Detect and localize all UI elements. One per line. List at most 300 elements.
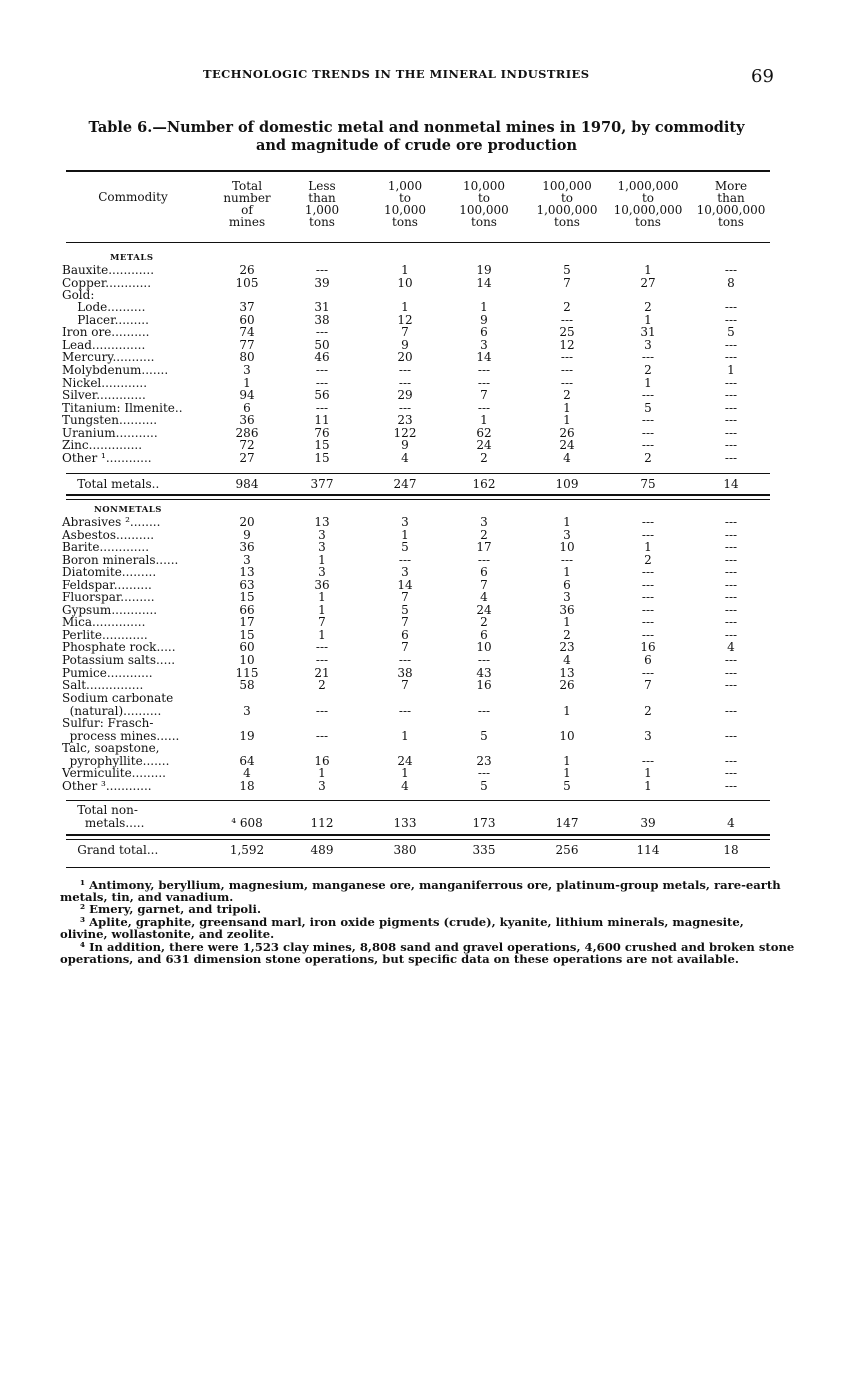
- footnote-1b: metals, tin, and vanadium.: [60, 890, 234, 904]
- commodity-label: Potassium salts.....: [62, 653, 176, 667]
- table-cell: 3: [644, 729, 652, 743]
- column-header-line: of: [241, 203, 253, 217]
- table-cell: 80: [239, 350, 255, 364]
- table-cell: 335: [472, 843, 496, 857]
- table-cell: 64: [239, 754, 255, 768]
- commodity-label: Salt...............: [62, 678, 144, 692]
- commodity-label: Titanium: Ilmenite..: [62, 401, 183, 415]
- table-cell: 56: [314, 388, 330, 402]
- column-header-line: 10,000: [384, 203, 426, 217]
- table-cell: 19: [476, 263, 492, 277]
- table-cell: ---: [477, 553, 491, 567]
- table-cell: 3: [243, 704, 251, 718]
- table-cell: ---: [560, 363, 574, 377]
- table-cell: 3: [318, 528, 326, 542]
- table-cell: 1: [563, 413, 571, 427]
- table-cell: ---: [641, 350, 655, 364]
- table-cell: ---: [724, 704, 738, 718]
- commodity-label: Tungsten..........: [62, 413, 158, 427]
- table-cell: ---: [641, 754, 655, 768]
- table-cell: 27: [640, 276, 656, 290]
- table-cell: 1: [401, 263, 409, 277]
- commodity-label: Other ¹............: [62, 451, 152, 465]
- table-cell: 60: [239, 640, 255, 654]
- table-cell: 4: [563, 451, 571, 465]
- table-cell: 2: [563, 388, 571, 402]
- table-cell: 1: [563, 515, 571, 529]
- commodity-label: Talc, soapstone,: [62, 741, 160, 755]
- column-header-line: Total: [231, 179, 263, 193]
- table-row: [0, 817, 853, 830]
- table-cell: 2: [644, 363, 652, 377]
- table-cell: 162: [472, 477, 496, 491]
- table-cell: 26: [559, 426, 575, 440]
- table-cell: 13: [559, 666, 575, 680]
- table-cell: 133: [393, 816, 417, 830]
- commodity-label: Asbestos..........: [62, 528, 155, 542]
- table-cell: 17: [476, 540, 492, 554]
- table-cell: 1: [563, 754, 571, 768]
- table-cell: 1: [563, 401, 571, 415]
- table-cell: 20: [397, 350, 413, 364]
- table-cell: 1,592: [229, 843, 265, 857]
- table-cell: 14: [476, 350, 492, 364]
- table-cell: ---: [398, 376, 412, 390]
- table-cell: 36: [559, 603, 575, 617]
- table-cell: 105: [235, 276, 259, 290]
- table-cell: ---: [641, 426, 655, 440]
- table-cell: 9: [243, 528, 251, 542]
- table-cell: ---: [724, 426, 738, 440]
- table-cell: ---: [315, 363, 329, 377]
- table-cell: 5: [644, 401, 652, 415]
- column-header-8: [689, 180, 774, 228]
- table-cell: ---: [398, 401, 412, 415]
- table-cell: 114: [636, 843, 660, 857]
- table-cell: 7: [563, 276, 571, 290]
- table-cell: ---: [641, 666, 655, 680]
- commodity-label: pyrophyllite.......: [62, 754, 170, 768]
- nonmetals-total-double-rule-1: [66, 834, 770, 836]
- table-cell: 2: [480, 451, 488, 465]
- table-cell: 1: [480, 413, 488, 427]
- table-cell: 26: [239, 263, 255, 277]
- table-cell: 4: [727, 816, 735, 830]
- table-cell: ---: [641, 438, 655, 452]
- table-cell: 1: [318, 628, 326, 642]
- table-cell: 74: [239, 325, 255, 339]
- table-cell: 3: [318, 779, 326, 793]
- table-cell: 6: [243, 401, 251, 415]
- column-header-3: [287, 180, 357, 228]
- table-cell: 5: [563, 263, 571, 277]
- bottom-rule: [66, 867, 770, 868]
- table-cell: 122: [393, 426, 417, 440]
- table-cell: 66: [239, 603, 255, 617]
- footnote-3a: ³ Aplite, graphite, greensand marl, iron oxide pigments (crude), kyanite, lithium minerals, magnesite,: [80, 915, 744, 929]
- table-cell: ---: [398, 653, 412, 667]
- column-header-line: Commodity: [98, 190, 168, 204]
- table-cell: 3: [318, 565, 326, 579]
- table-cell: 1: [318, 553, 326, 567]
- running-head: TECHNOLOGIC TRENDS IN THE MINERAL INDUSTRIES: [203, 67, 590, 81]
- table-row: [0, 478, 853, 491]
- table-cell: ---: [724, 553, 738, 567]
- commodity-label: Uranium...........: [62, 426, 158, 440]
- table-cell: ---: [477, 376, 491, 390]
- table-cell: 5: [401, 603, 409, 617]
- column-header-line: 1,000: [387, 179, 423, 193]
- table-cell: 23: [476, 754, 492, 768]
- table-cell: 5: [563, 779, 571, 793]
- table-cell: 10: [559, 729, 575, 743]
- section-nonmetals: NONMETALS: [94, 505, 162, 515]
- table-cell: ---: [315, 729, 329, 743]
- table-cell: 16: [476, 678, 492, 692]
- table-cell: 24: [559, 438, 575, 452]
- footnote-4a: ⁴ In addition, there were 1,523 clay mines, 8,808 sand and gravel operations, 4,600 crushed and broken stone: [80, 940, 795, 954]
- column-header-line: than: [717, 191, 745, 205]
- commodity-label: Grand total...: [62, 843, 159, 857]
- table-cell: ---: [315, 325, 329, 339]
- column-header-line: 100,000: [542, 179, 592, 193]
- commodity-label: Lead..............: [62, 338, 146, 352]
- table-cell: ---: [724, 779, 738, 793]
- table-cell: 7: [318, 615, 326, 629]
- table-cell: ---: [477, 653, 491, 667]
- table-cell: 2: [644, 451, 652, 465]
- commodity-label: Perlite............: [62, 628, 148, 642]
- table-cell: 2: [480, 528, 488, 542]
- table-cell: ---: [724, 653, 738, 667]
- table-cell: 36: [314, 578, 330, 592]
- table-cell: 72: [239, 438, 255, 452]
- table-cell: 3: [563, 528, 571, 542]
- table-cell: 4: [243, 766, 251, 780]
- commodity-label: Other ³............: [62, 779, 152, 793]
- column-header-line: tons: [554, 215, 580, 229]
- table-cell: ---: [315, 704, 329, 718]
- caption-line-2: and magnitude of crude ore production: [255, 137, 578, 154]
- commodity-label: Phosphate rock.....: [62, 640, 176, 654]
- table-cell: 1: [318, 766, 326, 780]
- table-row: [0, 452, 853, 465]
- table-cell: 25: [559, 325, 575, 339]
- table-cell: 1: [563, 615, 571, 629]
- commodity-label: Molybdenum.......: [62, 363, 169, 377]
- commodity-label: Vermiculite.........: [62, 766, 166, 780]
- table-cell: 5: [401, 540, 409, 554]
- table-cell: ---: [724, 401, 738, 415]
- column-header-line: to: [641, 191, 655, 205]
- column-header-line: mines: [228, 215, 266, 229]
- table-cell: 6: [480, 565, 488, 579]
- commodity-label: Bauxite............: [62, 263, 155, 277]
- table-cell: 94: [239, 388, 255, 402]
- table-row: [0, 780, 853, 793]
- table-cell: 1: [727, 363, 735, 377]
- commodity-label: Mercury...........: [62, 350, 155, 364]
- table-cell: ---: [724, 338, 738, 352]
- table-cell: 26: [559, 678, 575, 692]
- table-cell: ---: [724, 515, 738, 529]
- table-cell: 2: [644, 300, 652, 314]
- table-cell: ---: [641, 590, 655, 604]
- table-cell: 115: [235, 666, 259, 680]
- table-cell: 984: [235, 477, 259, 491]
- column-header-line: Less: [308, 179, 336, 193]
- table-cell: 380: [393, 843, 417, 857]
- table-cell: 1: [644, 263, 652, 277]
- column-header-line: 100,000: [459, 203, 509, 217]
- table-cell: 21: [314, 666, 330, 680]
- column-header-line: tons: [635, 215, 661, 229]
- commodity-label: Barite.............: [62, 540, 150, 554]
- column-header-line: 1,000,000: [536, 203, 598, 217]
- table-cell: ---: [641, 565, 655, 579]
- table-row: [0, 844, 853, 857]
- table-cell: 39: [640, 816, 656, 830]
- table-cell: 5: [480, 779, 488, 793]
- table-cell: 7: [401, 325, 409, 339]
- table-cell: ---: [477, 704, 491, 718]
- table-cell: 3: [401, 565, 409, 579]
- table-cell: 1: [318, 603, 326, 617]
- table-cell: 4: [563, 653, 571, 667]
- table-cell: 147: [555, 816, 579, 830]
- table-cell: ---: [398, 704, 412, 718]
- table-cell: 16: [314, 754, 330, 768]
- table-cell: 15: [314, 451, 330, 465]
- column-header-1: [78, 191, 188, 203]
- table-cell: 3: [480, 338, 488, 352]
- table-cell: 17: [239, 615, 255, 629]
- table-cell: 1: [644, 376, 652, 390]
- page-number: 69: [751, 66, 774, 87]
- table-cell: 1: [401, 766, 409, 780]
- table-cell: ---: [398, 363, 412, 377]
- table-cell: 286: [235, 426, 259, 440]
- table-cell: 15: [239, 628, 255, 642]
- commodity-label: metals.....: [62, 816, 145, 830]
- metals-subtotal-rule: [66, 473, 770, 474]
- commodity-label: Fluorspar.........: [62, 590, 155, 604]
- footnote-2: ² Emery, garnet, and tripoli.: [80, 902, 261, 916]
- table-cell: 23: [397, 413, 413, 427]
- column-header-line: 1,000: [304, 203, 340, 217]
- table-cell: 3: [318, 540, 326, 554]
- table-cell: 29: [397, 388, 413, 402]
- table-cell: 1: [480, 300, 488, 314]
- table-cell: 4: [401, 779, 409, 793]
- table-cell: ---: [724, 603, 738, 617]
- table-cell: 2: [644, 704, 652, 718]
- commodity-label: Diatomite.........: [62, 565, 157, 579]
- table-cell: ---: [641, 615, 655, 629]
- commodity-label: Pumice............: [62, 666, 153, 680]
- table-cell: 1: [563, 565, 571, 579]
- table-cell: 489: [310, 843, 334, 857]
- table-cell: 112: [310, 816, 334, 830]
- table-cell: 10: [559, 540, 575, 554]
- commodity-label: Boron minerals......: [62, 553, 179, 567]
- table-cell: 7: [480, 388, 488, 402]
- table-cell: ---: [641, 528, 655, 542]
- table-cell: ---: [641, 578, 655, 592]
- table-cell: ---: [560, 553, 574, 567]
- table-cell: 12: [397, 313, 413, 327]
- table-cell: 1: [243, 376, 251, 390]
- table-cell: 77: [239, 338, 255, 352]
- commodity-label: Total non-: [62, 803, 138, 817]
- table-cell: ---: [724, 666, 738, 680]
- table-cell: 9: [480, 313, 488, 327]
- footnote-3b: olivine, wollastonite, and zeolite.: [60, 927, 275, 941]
- table-cell: ---: [724, 766, 738, 780]
- table-cell: 13: [314, 515, 330, 529]
- table-cell: 31: [640, 325, 656, 339]
- table-cell: 38: [314, 313, 330, 327]
- table-cell: 2: [318, 678, 326, 692]
- table-cell: ---: [724, 615, 738, 629]
- table-cell: 5: [480, 729, 488, 743]
- table-cell: 2: [644, 553, 652, 567]
- table-cell: 4: [480, 590, 488, 604]
- column-header-line: tons: [718, 215, 744, 229]
- table-cell: 19: [239, 729, 255, 743]
- column-header-7: [606, 180, 691, 228]
- column-header-5: [444, 180, 524, 228]
- commodity-label: Gypsum............: [62, 603, 158, 617]
- commodity-label: Placer.........: [62, 313, 149, 327]
- table-cell: ---: [641, 515, 655, 529]
- table-cell: 15: [239, 590, 255, 604]
- table-cell: 58: [239, 678, 255, 692]
- table-cell: 6: [480, 325, 488, 339]
- commodity-label: Lode..........: [62, 300, 146, 314]
- table-cell: 4: [401, 451, 409, 465]
- table-cell: ---: [724, 313, 738, 327]
- table-cell: 12: [559, 338, 575, 352]
- table-cell: 1: [644, 313, 652, 327]
- table-cell: ---: [641, 628, 655, 642]
- table-cell: 1: [644, 766, 652, 780]
- table-cell: ---: [724, 729, 738, 743]
- commodity-label: Sodium carbonate: [62, 691, 174, 705]
- table-cell: ---: [560, 350, 574, 364]
- section-metals: METALS: [110, 253, 154, 263]
- column-header-line: 1,000,000: [617, 179, 679, 193]
- commodity-label: Copper............: [62, 276, 152, 290]
- table-cell: 3: [243, 553, 251, 567]
- table-cell: 7: [401, 590, 409, 604]
- table-cell: 4: [727, 640, 735, 654]
- table-cell: 63: [239, 578, 255, 592]
- commodity-label: Mica..............: [62, 615, 146, 629]
- table-cell: ---: [724, 628, 738, 642]
- table-cell: 377: [310, 477, 334, 491]
- table-cell: 6: [401, 628, 409, 642]
- table-cell: 23: [559, 640, 575, 654]
- table-cell: 6: [480, 628, 488, 642]
- table-cell: 18: [723, 843, 739, 857]
- table-cell: 1: [401, 528, 409, 542]
- table-cell: 6: [644, 653, 652, 667]
- commodity-label: Silver.............: [62, 388, 146, 402]
- column-header-line: to: [398, 191, 412, 205]
- table-cell: 1: [401, 300, 409, 314]
- table-cell: 24: [397, 754, 413, 768]
- table-cell: 10: [476, 640, 492, 654]
- table-cell: ---: [724, 438, 738, 452]
- table-cell: 7: [401, 678, 409, 692]
- caption-line-1: Table 6.—Number of domestic metal and nonmetal mines in 1970, by commodity: [88, 119, 745, 136]
- commodity-label: Abrasives ²........: [62, 515, 161, 529]
- table-cell: 6: [563, 578, 571, 592]
- table-cell: 109: [555, 477, 579, 491]
- table-cell: ---: [315, 376, 329, 390]
- table-cell: 27: [239, 451, 255, 465]
- table-cell: 24: [476, 438, 492, 452]
- table-cell: 31: [314, 300, 330, 314]
- table-cell: ---: [560, 313, 574, 327]
- commodity-label: (natural)..........: [62, 704, 162, 718]
- table-cell: 256: [555, 843, 579, 857]
- table-cell: 3: [563, 590, 571, 604]
- column-header-line: 10,000,000: [696, 203, 766, 217]
- table-cell: ---: [724, 263, 738, 277]
- table-cell: ---: [315, 653, 329, 667]
- column-header-6: [527, 180, 607, 228]
- table-cell: ---: [724, 678, 738, 692]
- table-cell: 46: [314, 350, 330, 364]
- table-caption: [60, 119, 773, 155]
- metals-total-double-rule-2: [66, 499, 770, 500]
- column-header-line: than: [308, 191, 336, 205]
- table-cell: ---: [724, 540, 738, 554]
- table-cell: 62: [476, 426, 492, 440]
- table-cell: 24: [476, 603, 492, 617]
- table-cell: 9: [401, 438, 409, 452]
- table-cell: 10: [239, 653, 255, 667]
- table-cell: ---: [724, 350, 738, 364]
- table-cell: ---: [724, 754, 738, 768]
- table-cell: 39: [314, 276, 330, 290]
- table-cell: ---: [724, 565, 738, 579]
- table-cell: 36: [239, 413, 255, 427]
- commodity-label: process mines......: [62, 729, 180, 743]
- table-cell: 1: [318, 590, 326, 604]
- table-cell: ---: [477, 401, 491, 415]
- column-header-4: [370, 180, 440, 228]
- table-cell: ⁴ 608: [231, 816, 263, 830]
- column-header-line: tons: [392, 215, 418, 229]
- top-rule: [66, 170, 770, 172]
- table-cell: 3: [401, 515, 409, 529]
- table-cell: ---: [477, 766, 491, 780]
- table-cell: ---: [724, 578, 738, 592]
- nonmetals-total-double-rule-2: [66, 839, 770, 840]
- table-cell: 50: [314, 338, 330, 352]
- table-cell: ---: [724, 451, 738, 465]
- table-cell: ---: [560, 376, 574, 390]
- table-cell: 173: [472, 816, 496, 830]
- table-cell: 2: [563, 628, 571, 642]
- table-cell: 7: [401, 615, 409, 629]
- column-header-line: 10,000: [463, 179, 505, 193]
- header-rule: [66, 242, 770, 243]
- table-cell: 3: [243, 363, 251, 377]
